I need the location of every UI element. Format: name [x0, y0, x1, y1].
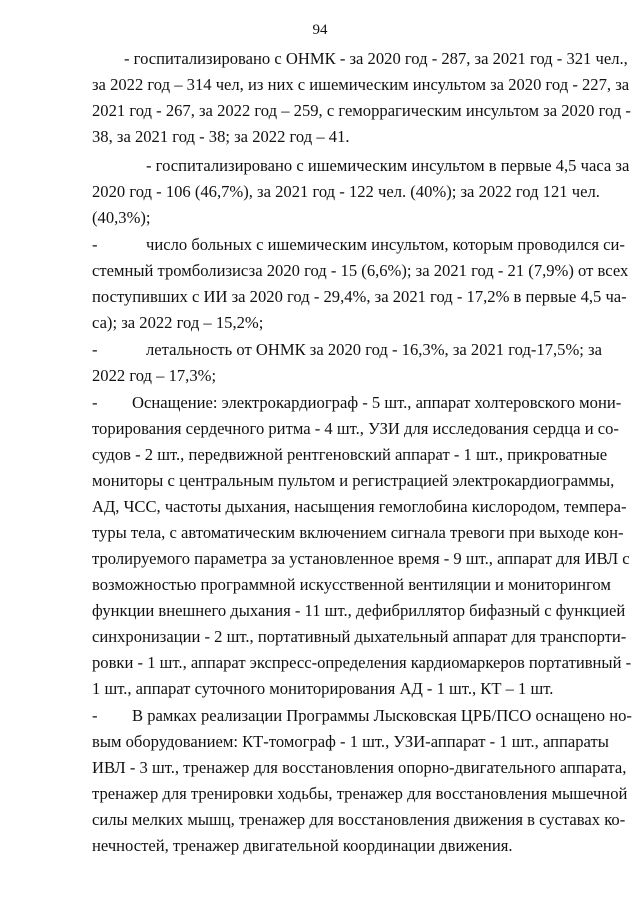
text-line: торирования сердечного ритма - 4 шт., УЗИ для исследования сердца и со- [92, 419, 619, 438]
text-line: вым оборудованием: КТ-томограф - 1 шт., УЗИ-аппарат - 1 шт., аппараты [92, 732, 609, 751]
text-line: (40,3%); [92, 208, 151, 227]
list-dash: - [92, 393, 98, 412]
text-line: 2021 год - 267, за 2022 год – 259, с геморрагическим инсультом за 2020 год - [92, 101, 631, 120]
text-line: ИВЛ - 3 шт., тренажер для восстановления опорно-двигательного аппарата, [92, 758, 627, 777]
text-line: летальность от ОНМК за 2020 год - 16,3%, за 2021 год-17,5%; за [146, 340, 602, 359]
list-dash: - [92, 235, 98, 254]
text-line: - госпитализировано с ишемическим инсультом в первые 4,5 часа за [146, 156, 630, 175]
list-dash: - [92, 706, 98, 725]
text-line: судов - 2 шт., передвижной рентгеновский аппарат - 1 шт., прикроватные [92, 445, 608, 464]
text-line: синхронизации - 2 шт., портативный дыхательный аппарат для транспорти- [92, 627, 627, 646]
text-line: тренажер для тренировки ходьбы, тренажер для восстановления мышечной [92, 784, 628, 803]
text-line: АД, ЧСС, частоты дыхания, насыщения гемоглобина кислородом, темпера- [92, 497, 627, 516]
text-line: функции внешнего дыхания - 11 шт., дефибриллятор бифазный с функцией [92, 601, 626, 620]
text-line: ровки - 1 шт., аппарат экспресс-определения кардиомаркеров портативный - [92, 653, 632, 672]
list-dash: - [92, 340, 98, 359]
text-line: стемный тромболизисза 2020 год - 15 (6,6%); за 2021 год - 21 (7,9%) от всех [92, 261, 629, 280]
text-line: са); за 2022 год – 15,2%; [92, 313, 264, 332]
text-line: - госпитализировано с ОНМК - за 2020 год - 287, за 2021 год - 321 чел., [124, 49, 628, 68]
text-line: 2022 год – 17,3%; [92, 366, 217, 385]
text-line: число больных с ишемическим инсультом, которым проводился си- [146, 235, 625, 254]
text-line: мониторы с центральным пультом и регистрацией электрокардиограммы, [92, 471, 615, 490]
text-line: силы мелких мышц, тренажер для восстановления движения в суставах ко- [92, 810, 626, 829]
text-line: 2020 год - 106 (46,7%), за 2021 год - 122 чел. (40%); за 2022 год 121 чел. [92, 182, 600, 201]
text-line: тролируемого параметра за установленное время - 9 шт., аппарат для ИВЛ с [92, 549, 630, 568]
text-line: Оснащение: электрокардиограф - 5 шт., аппарат холтеровского мони- [132, 393, 622, 412]
text-line: нечностей, тренажер двигательной координации движения. [92, 836, 513, 855]
text-line: поступивших с ИИ за 2020 год - 29,4%, за 2021 год - 17,2% в первые 4,5 ча- [92, 287, 627, 306]
text-line: В рамках реализации Программы Лысковская ЦРБ/ПСО оснащено но- [132, 706, 632, 725]
page-number: 94 [312, 22, 328, 38]
text-line: возможностью программной искусственной вентиляции и мониторингом [92, 575, 611, 594]
text-line: за 2022 год – 314 чел, из них с ишемическим инсультом за 2020 год - 227, за [92, 75, 630, 94]
text-line: 1 шт., аппарат суточного мониторирования АД - 1 шт., КТ – 1 шт. [92, 679, 554, 698]
text-line: туры тела, с автоматическим включением сигнала тревоги при выходе кон- [92, 523, 624, 542]
text-line: 38, за 2021 год - 38; за 2022 год – 41. [92, 127, 350, 146]
